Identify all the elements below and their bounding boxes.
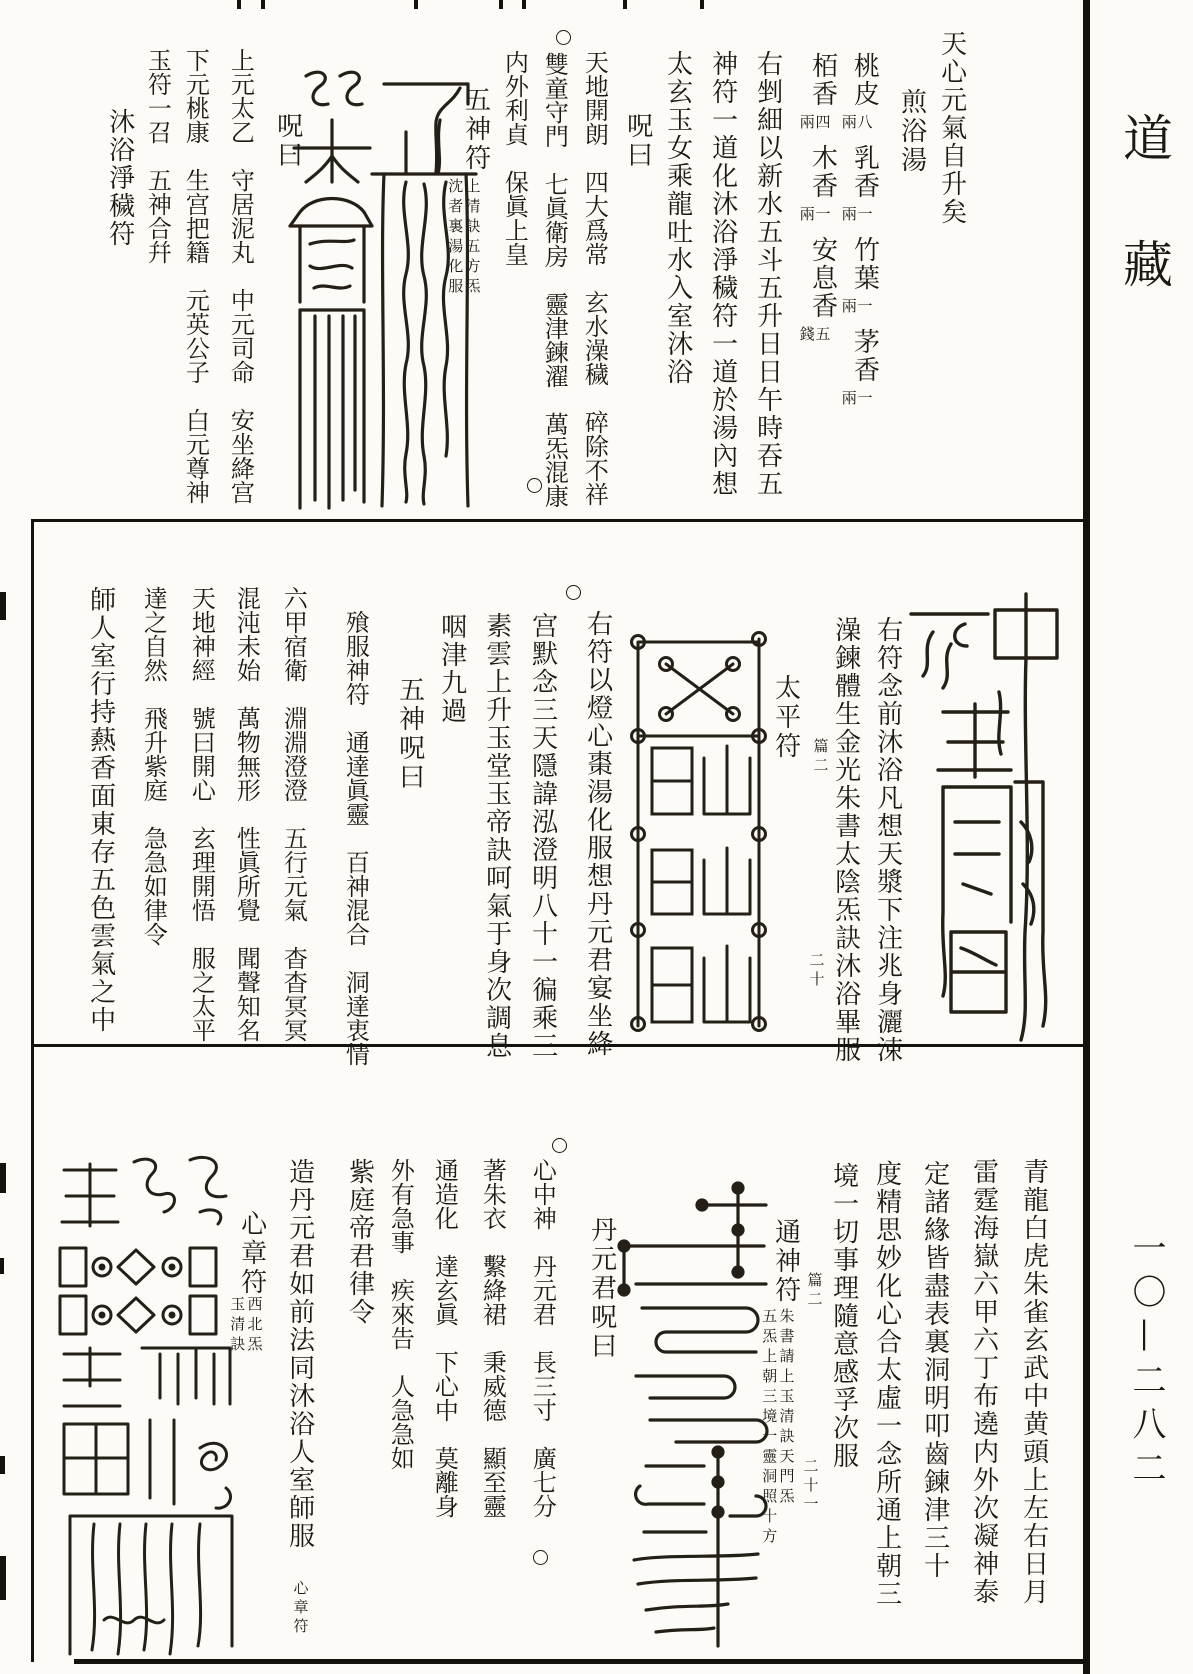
five-spirits-talisman-drawing (288, 62, 478, 512)
section-marker-circle (533, 1550, 548, 1565)
incantation-line: 天地開朗 四大爲常 玄水澡穢 碎除不祥 (580, 50, 609, 506)
canon-title-zang: 藏 (1115, 238, 1173, 294)
seal-script-talisman-drawing (903, 592, 1068, 1047)
talisman-label-xinzhang: 心章符 (236, 1210, 267, 1297)
text-column: 澡鍊體生金光朱書太陰炁訣沐浴畢服 (830, 616, 861, 1064)
text-column: 造丹元君如前法同沐浴人室師服 (284, 1158, 315, 1550)
scan-tick (261, 0, 265, 9)
text-column: 神符一道化沐浴淨穢符一道於湯內想 (707, 50, 738, 498)
incantation-heading: 呪曰 (272, 112, 303, 170)
scan-tick (237, 0, 241, 9)
incantation-line: 紫庭帝君律令 (344, 1158, 375, 1326)
incantation-line: 上元太乙 守居泥丸 中元司命 安坐絳宫 (226, 48, 255, 504)
dosage-note: 四 兩 (797, 114, 832, 130)
talisman-label-taiping: 太平符 (770, 674, 801, 761)
binding-mark (0, 1556, 6, 1600)
incantation-line: 玉符一召 五神合幷 (143, 48, 172, 264)
scan-tick (414, 0, 418, 9)
page-number: 一〇—二八二 (1126, 1230, 1166, 1494)
xinzhang-talisman-drawing (50, 1148, 250, 1663)
ingredient-column-1 (840, 52, 880, 406)
binding-mark (0, 1163, 6, 1193)
canon-title-dao: 道 (1115, 112, 1173, 168)
binding-mark (0, 1258, 4, 1274)
ingredient: 竹葉 一 兩 (839, 236, 880, 314)
incantation-line: 混沌未始 萬物無形 性眞所覺 聞聲知名 (232, 586, 261, 1042)
right-frame-line (1083, 0, 1090, 1674)
dosage-note: 一 兩 (839, 298, 874, 314)
tongshen-talisman-drawing (606, 1180, 771, 1650)
text-column: 咽津九過 (436, 613, 467, 725)
item-number-note: 二十一 (801, 1458, 820, 1515)
text-column: 師人室行持爇香面東存五色雲氣之中 (85, 586, 116, 1034)
ingredient: 茅香 一 兩 (839, 328, 880, 406)
section-marker-circle (566, 585, 581, 600)
ingredient-column-2 (798, 52, 838, 342)
text-column: 天心元氣自升矣 (936, 30, 967, 226)
text-column: 素雲上升玉堂玉帝訣呵氣于身次調息 (481, 612, 512, 1060)
scan-tick (623, 0, 627, 9)
incantation-line: 下元桃康 生宫把籍 元英公子 白元尊神 (181, 48, 210, 504)
talisman-annotation: 西北炁 玉清訣 (228, 1296, 264, 1356)
incantation-line: 内外利貞 保眞上皇 (500, 50, 529, 266)
item-number-note: 二十 (807, 952, 826, 990)
taiping-talisman-drawing (592, 628, 772, 1046)
ingredient: 桃皮 八 兩 (839, 52, 880, 130)
text-column: 右符念前沐浴凡想天漿下注兆身灑涑 (872, 616, 903, 1064)
incantation-line: 外有急事 疾來告 人急急如 (386, 1158, 415, 1470)
chapter-note: 篇二 (805, 1272, 824, 1310)
section-marker-circle (552, 1138, 567, 1153)
ingredient: 乳香 一 兩 (839, 144, 880, 222)
talisman-name-column: 沐浴淨穢符 (104, 108, 135, 248)
incantation-line: 天地神經 號曰開心 玄理開悟 服之太平 (187, 586, 216, 1042)
talisman-label-tongshen: 通神符 (770, 1218, 801, 1305)
ingredient: 栢香 四 兩 (797, 52, 838, 130)
talisman-annotation: 上清訣五方炁 沈者裏湯化服 (446, 178, 482, 298)
text-column: 宫默念三天隱諱泓澄明八十一徧乘三 (527, 612, 558, 1060)
text-column: 右符以燈心棗湯化服想丹元君宴坐絳 (582, 610, 613, 1058)
left-frame-line (31, 519, 34, 1662)
scan-tick (522, 0, 526, 9)
dosage-note: 一 兩 (839, 206, 874, 222)
incantation-line: 達之自然 飛升紫庭 急急如律令 (139, 586, 168, 946)
talisman-label-wushenfu: 五神符 (460, 86, 491, 173)
section-marker-circle (556, 30, 571, 45)
incantation-line: 飱服神符 通達眞靈 百神混合 洞達衷情 (341, 610, 370, 1066)
incantation-line: 著朱衣 繫絳裙 秉威德 顯至靈 (478, 1158, 507, 1518)
incantation-heading: 五神呪曰 (394, 676, 425, 792)
chapter-note: 篇二 (811, 738, 830, 776)
dosage-note: 一 兩 (797, 206, 832, 222)
dosage-note: 五 錢 (797, 326, 832, 342)
talisman-annotation: 朱書請上玉清訣天門炁 五炁上朝三境一靈洞照十方 (760, 1308, 796, 1548)
dosage-note: 一 兩 (839, 390, 874, 406)
binding-mark (0, 592, 6, 620)
ingredient: 木香 一 兩 (797, 144, 838, 222)
section-marker-circle (527, 478, 542, 493)
text-column: 右剉細以新水五斗五升日日午時吞五 (752, 50, 783, 498)
text-column: 境一切事理隨意感孚次服 (828, 1162, 859, 1470)
text-column: 雷霆海嶽六甲六丁布遶内外次凝神泰 (968, 1158, 999, 1606)
inline-talisman-note: 心章符 (291, 1580, 310, 1637)
incantation-line: 心中神 丹元君 長三寸 廣七分 (528, 1158, 557, 1518)
ingredient: 安息香 五 錢 (797, 236, 838, 342)
text-column: 定諸緣皆盡表裏洞明叩齒鍊津三十 (919, 1160, 950, 1580)
dosage-note: 八 兩 (839, 114, 874, 130)
text-column: 度精思妙化心合太虛一念所通上朝三 (871, 1160, 902, 1608)
section-divider-1 (33, 519, 1083, 522)
text-column: 太玄玉女乘龍吐水入室沐浴 (662, 50, 693, 386)
text-column: 青龍白虎朱雀玄武中黄頭上左右日月 (1018, 1158, 1049, 1606)
scan-tick (499, 0, 503, 9)
scan-tick (700, 0, 704, 9)
incantation-line: 六甲宿衛 淵淵澄澄 五行元氣 杳杳冥冥 (279, 586, 308, 1042)
incantation-line: 通造化 達玄眞 下心中 莫離身 (430, 1158, 459, 1518)
binding-mark (0, 1456, 5, 1474)
incantation-line: 雙童守門 七眞衛房 靈津鍊濯 萬炁混康 (540, 52, 569, 508)
incantation-heading: 丹元君呪曰 (586, 1216, 617, 1361)
recipe-title: 煎浴湯 (896, 88, 927, 175)
incantation-heading: 呪曰 (622, 112, 653, 170)
